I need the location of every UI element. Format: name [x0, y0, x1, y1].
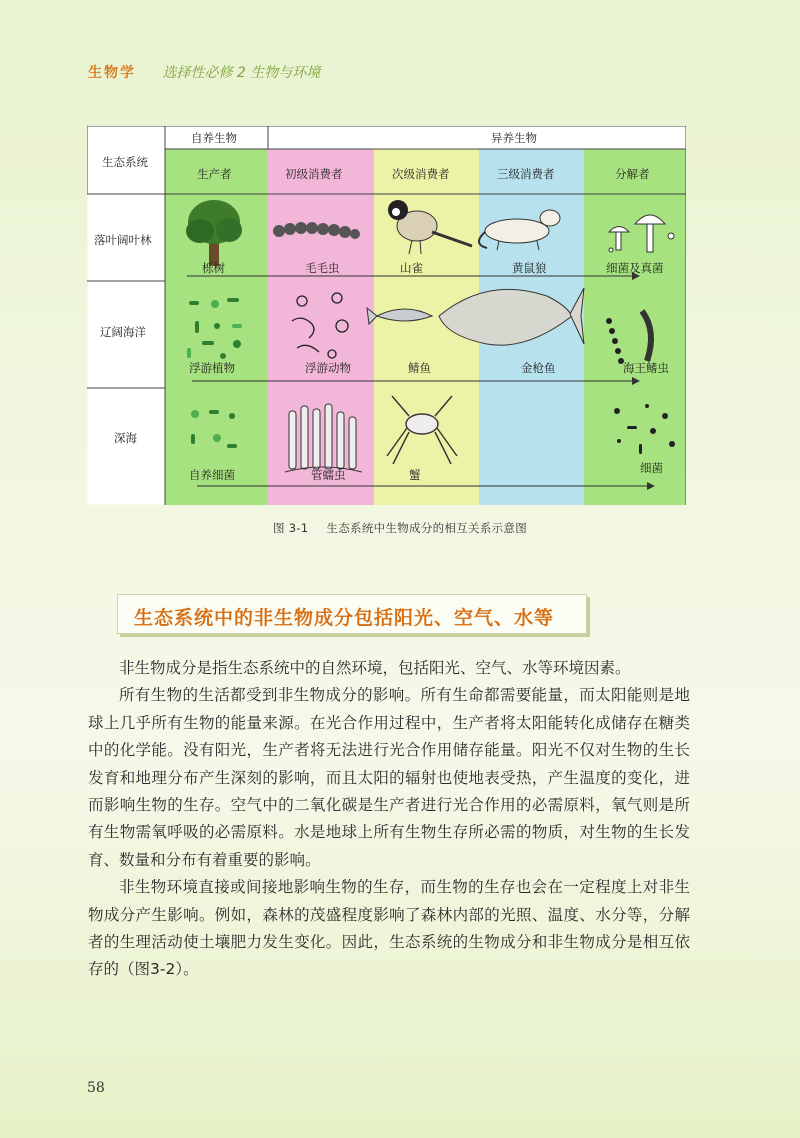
book-title: 生物学 [88, 65, 136, 81]
label-autotrophic-bacteria: 自养细菌 [189, 468, 235, 482]
label-caterpillar: 毛毛虫 [305, 261, 340, 275]
figure-3-1 [87, 126, 686, 505]
paragraph: 所有生物的生活都受到非生物成分的影响。所有生命都需要能量，而太阳能则是地球上几乎所有生物的能量来源。在光合作用过程中，生产者将太阳能转化成储存在糖类中的化学能。没有阳光，生产者将无法进行光合作用储存能量。阳光不仅对生物的生长发育和地理分布产生深刻的影响，而且太阳的辐射也使地表受热，产生温度的变化，进而影响生物的生存。空气中的二氧化碳是生产者进行光合作用的必需原料，氧气则是所有生物需氧呼吸的必需原料。水是地球上所有生物生存所必需的物质，对生物的生长发育、数量和分布有着重要的影响。 [88, 686, 690, 869]
ecosystem-deep-sea: 深海 [114, 431, 137, 445]
role-secondary-consumer: 次级消费者 [392, 167, 450, 181]
role-decomposer: 分解者 [615, 167, 650, 181]
label-zooplankton: 浮游动物 [305, 361, 351, 375]
figure-canvas [87, 126, 686, 505]
col-decomposer-background [584, 149, 686, 505]
paragraph: 非生物成分是指生态系统中的自然环境，包括阳光、空气、水等环境因素。 [119, 659, 631, 677]
caption-text: 生态系统中生物成分的相互关系示意图 [326, 521, 528, 535]
caption-number: 图 3-1 [272, 521, 309, 535]
figure-caption [0, 520, 800, 536]
page-number: 58 [87, 1080, 105, 1096]
label-tit: 山雀 [400, 261, 423, 275]
label-mackerel: 鲭鱼 [408, 361, 431, 375]
role-producer: 生产者 [197, 167, 232, 181]
row-header-background [88, 127, 165, 505]
label-oak: 栎树 [202, 261, 225, 275]
ecosystem-column-header: 生态系统 [102, 155, 148, 169]
paragraph: 非生物环境直接或间接地影响生物的生存，而生物的生存也会在一定程度上对非生物成分产生影响。例如，森林的茂盛程度影响了森林内部的光照、温度、水分等，分解者的生理活动使土壤肥力发生变化。因此，生态系统的生物成分和非生物成分是相互依存的（图3-2）。 [88, 878, 690, 979]
running-header [88, 62, 320, 82]
col-primary-background [268, 149, 374, 505]
body-text [88, 655, 690, 984]
autotroph-header: 自养生物 [191, 131, 237, 145]
role-primary-consumer: 初级消费者 [285, 167, 343, 181]
group-header-background [165, 127, 686, 150]
label-bacteria: 细菌 [640, 461, 663, 475]
label-tuna: 金枪鱼 [521, 361, 556, 375]
ecosystem-forest: 落叶阔叶林 [94, 233, 152, 247]
label-weasel: 黄鼠狼 [512, 261, 547, 275]
label-phytoplankton: 浮游植物 [189, 361, 235, 375]
ecosystem-ocean: 辽阔海洋 [100, 325, 146, 339]
label-tube-worm: 管蠕虫 [311, 468, 346, 482]
role-tertiary-consumer: 三级消费者 [497, 167, 555, 181]
heterotroph-header: 异养生物 [491, 131, 537, 145]
section-heading: 生态系统中的非生物成分包括阳光、空气、水等 [117, 594, 587, 634]
label-crab: 蟹 [409, 468, 421, 482]
label-sea-worm: 海王鳍虫 [623, 361, 669, 375]
volume-title: 选择性必修 2 生物与环境 [162, 65, 321, 81]
label-fungi-bacteria: 细菌及真菌 [606, 261, 664, 275]
